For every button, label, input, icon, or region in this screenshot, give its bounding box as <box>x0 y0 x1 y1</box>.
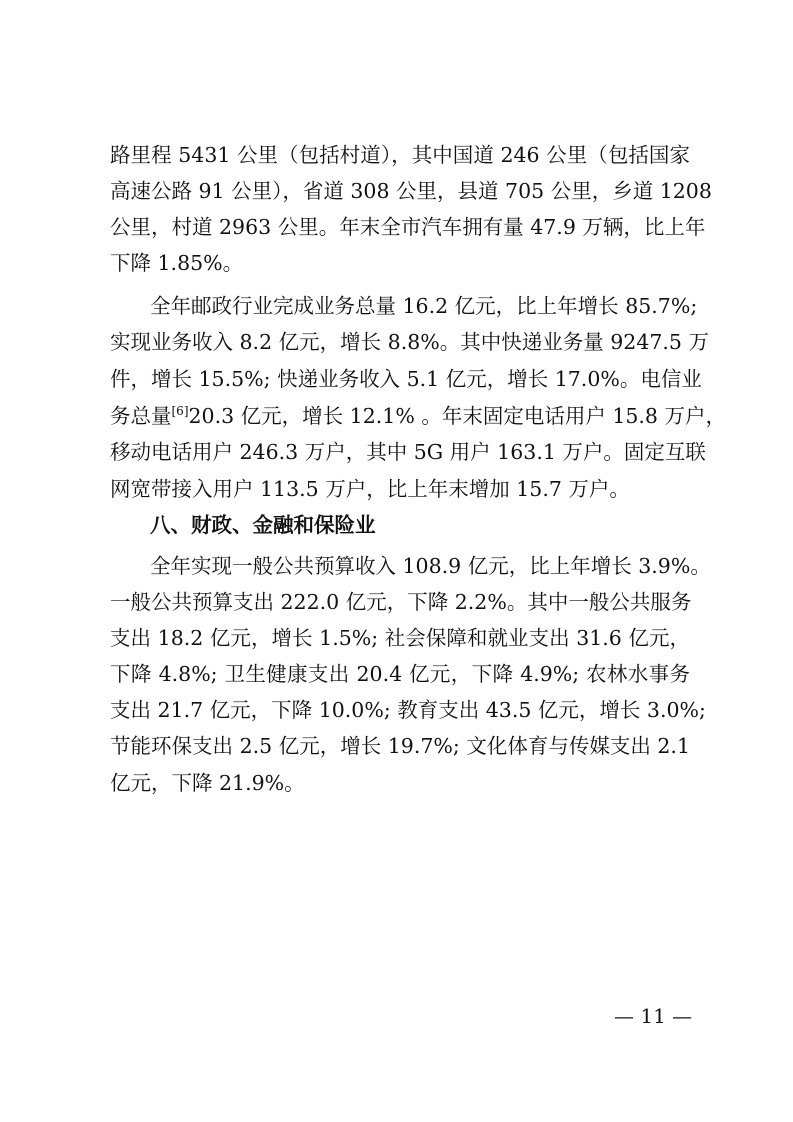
body-text-line: 移动电话用户 246.3 万户，其中 5G 用户 163.1 万户。固定互联 <box>110 440 706 464</box>
text-segment: 务总量 <box>110 404 172 428</box>
body-text-line: 实现业务收入 8.2 亿元，增长 8.8%。其中快递业务量 9247.5 万 <box>110 330 709 354</box>
body-text-line: 全年实现一般公共预算收入 108.9 亿元，比上年增长 3.9%。 <box>150 554 711 578</box>
body-text-line: 下降 4.8%; 卫生健康支出 20.4 亿元，下降 4.9%; 农林水事务 <box>110 662 690 686</box>
footnote-marker[interactable]: [6] <box>171 404 189 418</box>
body-text-line: 一般公共预算支出 222.0 亿元，下降 2.2%。其中一般公共服务 <box>110 590 692 614</box>
body-text-line: 件，增长 15.5%; 快递业务收入 5.1 亿元，增长 17.0%。电信业 <box>110 367 702 391</box>
body-text-line: 路里程 5431 公里（包括村道），其中国道 246 公里（包括国家 <box>110 143 690 167</box>
body-text-line: 节能环保支出 2.5 亿元，增长 19.7%; 文化体育与传媒支出 2.1 <box>110 734 690 758</box>
section-heading: 八、财政、金融和保险业 <box>150 513 376 537</box>
body-text-line: 公里，村道 2963 公里。年末全市汽车拥有量 47.9 万辆，比上年 <box>110 215 706 239</box>
body-text-line <box>110 400 726 432</box>
text-segment: 20.3 亿元，增长 12.1% 。年末固定电话用户 15.8 万户， <box>188 404 726 428</box>
body-text-line: 支出 18.2 亿元，增长 1.5%; 社会保障和就业支出 31.6 亿元， <box>110 626 690 650</box>
body-text-line: 网宽带接入用户 113.5 万户，比上年末增加 15.7 万户。 <box>110 477 630 501</box>
body-text-line: 支出 21.7 亿元，下降 10.0%; 教育支出 43.5 亿元，增长 3.0%; <box>110 698 706 722</box>
body-text-line: 亿元，下降 21.9%。 <box>110 771 305 795</box>
page-number: — 11 — <box>614 1004 693 1028</box>
body-text-line: 高速公路 91 公里），省道 308 公里，县道 705 公里，乡道 1208 <box>110 179 712 203</box>
body-text-line: 下降 1.85%。 <box>110 251 244 275</box>
body-text-line: 全年邮政行业完成业务总量 16.2 亿元，比上年增长 85.7%; <box>150 294 698 318</box>
